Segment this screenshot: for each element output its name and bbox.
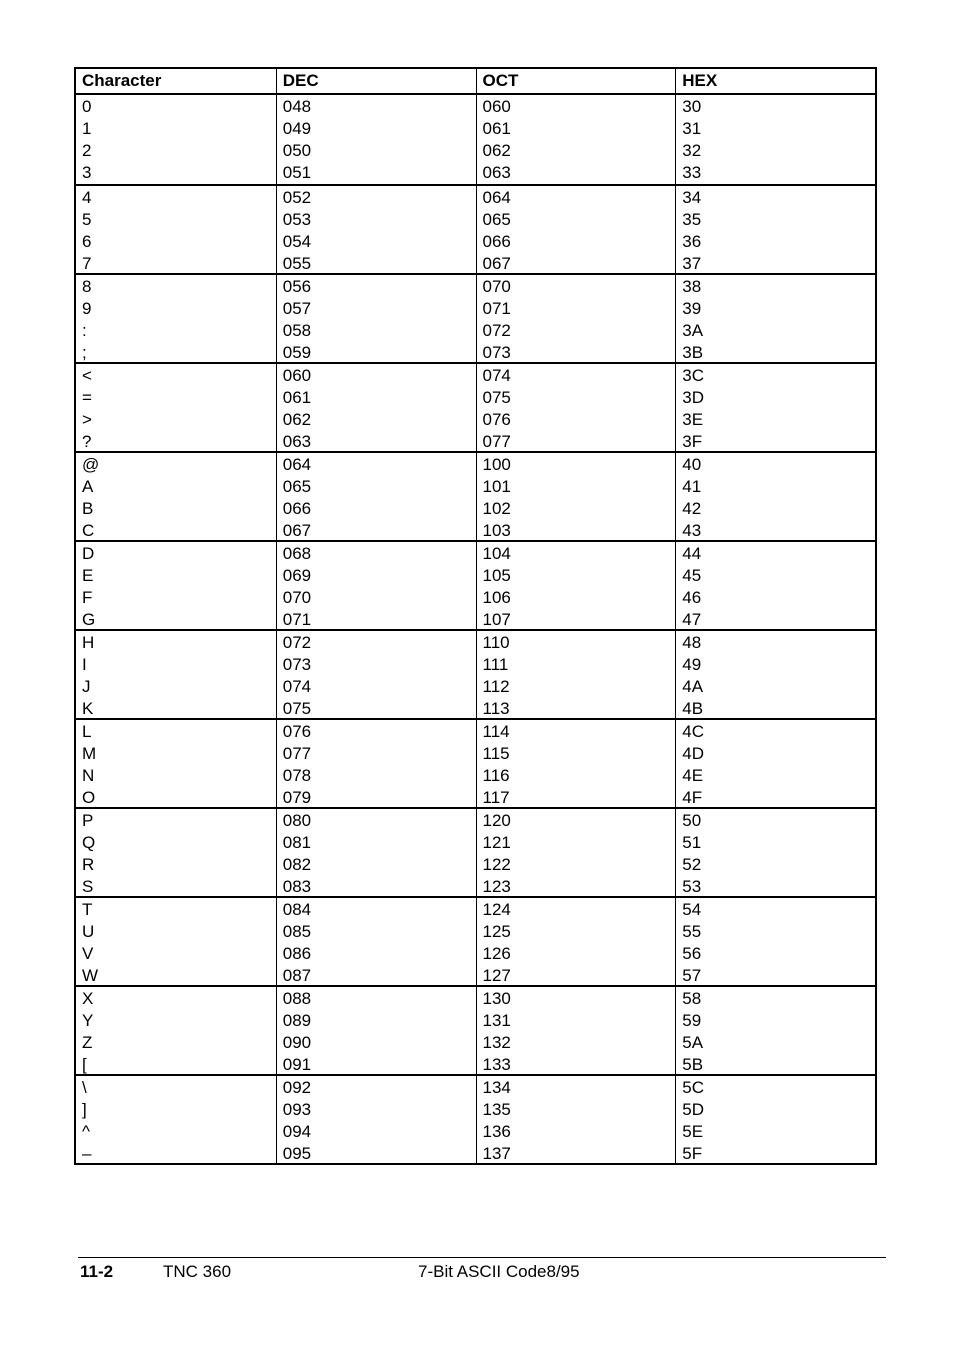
hex-cell: 41 (682, 477, 702, 496)
oct-cell: 070 (482, 277, 511, 296)
dec-cell: 048 (282, 97, 312, 116)
character-cell: 3 (82, 163, 92, 182)
column-oct (476, 631, 676, 718)
hex-cell: 5B (682, 1055, 704, 1074)
dec-cell: 052 (282, 188, 312, 207)
character-cell: V (82, 944, 94, 963)
dec-cell: 078 (282, 766, 312, 785)
column-hex (675, 275, 875, 362)
oct-cell: 076 (482, 410, 511, 429)
character-cell: L (82, 722, 92, 741)
column-hex (675, 631, 875, 718)
hex-cell: 44 (682, 544, 702, 563)
footer-divider (78, 1257, 886, 1258)
oct-cell: 111 (482, 655, 509, 674)
hex-cell: 30 (682, 97, 702, 116)
oct-cell: 072 (482, 321, 511, 340)
table-header (76, 69, 875, 95)
row-group (76, 1074, 875, 1163)
character-cell: @ (82, 455, 100, 474)
oct-cell: 136 (482, 1122, 511, 1141)
oct-cell: 126 (482, 944, 511, 963)
column-dec (276, 364, 476, 451)
column-character (76, 95, 276, 184)
hex-cell: 40 (682, 455, 702, 474)
dec-cell: 074 (282, 677, 312, 696)
character-cell: 0 (82, 97, 92, 116)
hex-cell: 51 (682, 833, 702, 852)
row-group (76, 540, 875, 629)
row-group (76, 273, 875, 362)
row-group (76, 807, 875, 896)
column-character (76, 631, 276, 718)
column-hex (675, 95, 875, 184)
dec-cell: 081 (282, 833, 312, 852)
column-dec (276, 95, 476, 184)
row-group (76, 718, 875, 807)
row-group (76, 95, 875, 184)
column-oct (476, 95, 676, 184)
dec-cell: 088 (282, 989, 312, 1008)
oct-cell: 112 (482, 677, 510, 696)
character-cell: S (82, 877, 94, 896)
dec-cell: 066 (282, 499, 312, 518)
hex-cell: 47 (682, 610, 702, 629)
character-cell: N (82, 766, 95, 785)
oct-cell: 063 (482, 163, 511, 182)
column-dec (276, 631, 476, 718)
hex-cell: 36 (682, 232, 702, 251)
character-cell: 1 (82, 119, 92, 138)
hex-cell: 39 (682, 299, 702, 318)
dec-cell: 068 (282, 544, 312, 563)
hex-cell: 4B (682, 699, 704, 718)
dec-cell: 072 (282, 633, 312, 652)
character-cell: O (82, 788, 96, 807)
row-group (76, 629, 875, 718)
dec-cell: 073 (282, 655, 312, 674)
oct-cell: 131 (482, 1011, 511, 1030)
dec-cell: 080 (282, 811, 312, 830)
dec-cell: 091 (282, 1055, 312, 1074)
character-cell: P (82, 811, 94, 830)
hex-cell: 37 (682, 254, 702, 273)
dec-cell: 070 (282, 588, 312, 607)
hex-cell: 4C (682, 722, 704, 741)
dec-cell: 053 (282, 210, 312, 229)
dec-cell: 055 (282, 254, 312, 273)
character-cell: : (82, 321, 87, 340)
header-oct: OCT (476, 69, 676, 93)
column-oct (476, 364, 676, 451)
oct-cell: 074 (482, 366, 511, 385)
oct-cell: 110 (482, 633, 510, 652)
column-hex (675, 453, 875, 540)
column-hex (675, 987, 875, 1074)
dec-cell: 089 (282, 1011, 312, 1030)
header-dec: DEC (276, 69, 476, 93)
dec-cell: 063 (282, 432, 312, 451)
hex-cell: 4F (682, 788, 703, 807)
oct-cell: 101 (482, 477, 511, 496)
header-hex: HEX (675, 69, 875, 93)
hex-cell: 46 (682, 588, 702, 607)
hex-cell: 58 (682, 989, 702, 1008)
character-cell: > (82, 410, 92, 429)
dec-cell: 060 (282, 366, 312, 385)
hex-cell: 3A (682, 321, 704, 340)
row-group (76, 451, 875, 540)
oct-cell: 122 (482, 855, 511, 874)
dec-cell: 058 (282, 321, 312, 340)
section-title: 7-Bit ASCII Code8/95 (418, 1262, 580, 1281)
hex-cell: 5E (682, 1122, 704, 1141)
character-cell: A (82, 477, 94, 496)
column-oct (476, 1076, 676, 1163)
oct-cell: 071 (482, 299, 511, 318)
oct-cell: 113 (482, 699, 510, 718)
dec-cell: 071 (282, 610, 312, 629)
oct-cell: 065 (482, 210, 511, 229)
column-character (76, 1076, 276, 1163)
character-cell: K (82, 699, 94, 718)
dec-cell: 090 (282, 1033, 312, 1052)
hex-cell: 34 (682, 188, 702, 207)
hex-cell: 4E (682, 766, 704, 785)
character-cell: G (82, 610, 96, 629)
column-oct (476, 453, 676, 540)
column-hex (675, 542, 875, 629)
dec-cell: 067 (282, 521, 312, 540)
oct-cell: 124 (482, 900, 511, 919)
oct-cell: 114 (482, 722, 510, 741)
character-cell: 9 (82, 299, 92, 318)
dec-cell: 062 (282, 410, 312, 429)
dec-cell: 069 (282, 566, 312, 585)
dec-cell: 076 (282, 722, 312, 741)
dec-cell: 083 (282, 877, 312, 896)
oct-cell: 062 (482, 141, 511, 160)
hex-cell: 31 (682, 119, 702, 138)
column-dec (276, 542, 476, 629)
dec-cell: 059 (282, 343, 312, 362)
character-cell: 7 (82, 254, 92, 273)
row-group (76, 184, 875, 273)
hex-cell: 54 (682, 900, 702, 919)
hex-cell: 5D (682, 1100, 704, 1119)
dec-cell: 065 (282, 477, 312, 496)
column-oct (476, 275, 676, 362)
character-cell: U (82, 922, 95, 941)
column-dec (276, 453, 476, 540)
character-cell: D (82, 544, 95, 563)
oct-cell: 121 (482, 833, 511, 852)
hex-cell: 57 (682, 966, 702, 985)
hex-cell: 5F (682, 1144, 703, 1163)
oct-cell: 073 (482, 343, 511, 362)
oct-cell: 134 (482, 1078, 511, 1097)
character-cell: ] (82, 1100, 87, 1119)
oct-cell: 125 (482, 922, 511, 941)
table-body (76, 95, 875, 1163)
hex-cell: 5A (682, 1033, 704, 1052)
character-cell: – (82, 1144, 92, 1163)
oct-cell: 103 (482, 521, 511, 540)
hex-cell: 4A (682, 677, 704, 696)
column-hex (675, 364, 875, 451)
oct-cell: 104 (482, 544, 511, 563)
dec-cell: 087 (282, 966, 312, 985)
column-character (76, 364, 276, 451)
column-dec (276, 809, 476, 896)
dec-cell: 077 (282, 744, 312, 763)
oct-cell: 067 (482, 254, 511, 273)
dec-cell: 056 (282, 277, 312, 296)
character-cell: F (82, 588, 93, 607)
character-cell: I (82, 655, 87, 674)
hex-cell: 55 (682, 922, 702, 941)
hex-cell: 49 (682, 655, 702, 674)
hex-cell: 3F (682, 432, 703, 451)
hex-cell: 48 (682, 633, 702, 652)
oct-cell: 077 (482, 432, 511, 451)
column-character (76, 809, 276, 896)
oct-cell: 116 (482, 766, 510, 785)
column-character (76, 542, 276, 629)
dec-cell: 057 (282, 299, 312, 318)
hex-cell: 50 (682, 811, 702, 830)
oct-cell: 130 (482, 989, 511, 1008)
column-hex (675, 809, 875, 896)
character-cell: 5 (82, 210, 92, 229)
dec-cell: 050 (282, 141, 312, 160)
character-cell: Q (82, 833, 96, 852)
hex-cell: 4D (682, 744, 704, 763)
hex-cell: 59 (682, 1011, 702, 1030)
character-cell: 6 (82, 232, 92, 251)
oct-cell: 105 (482, 566, 511, 585)
dec-cell: 051 (282, 163, 312, 182)
oct-cell: 123 (482, 877, 511, 896)
character-cell: E (82, 566, 94, 585)
ascii-table (74, 67, 877, 1165)
column-oct (476, 987, 676, 1074)
column-dec (276, 275, 476, 362)
dec-cell: 061 (282, 388, 312, 407)
hex-cell: 5C (682, 1078, 704, 1097)
oct-cell: 100 (482, 455, 511, 474)
hex-cell: 38 (682, 277, 702, 296)
hex-cell: 56 (682, 944, 702, 963)
dec-cell: 082 (282, 855, 312, 874)
character-cell: = (82, 388, 92, 407)
row-group (76, 896, 875, 985)
character-cell: 8 (82, 277, 92, 296)
hex-cell: 3C (682, 366, 704, 385)
character-cell: W (82, 966, 99, 985)
dec-cell: 054 (282, 232, 312, 251)
oct-cell: 064 (482, 188, 511, 207)
column-oct (476, 542, 676, 629)
oct-cell: 120 (482, 811, 511, 830)
hex-cell: 52 (682, 855, 702, 874)
character-cell: 4 (82, 188, 92, 207)
column-oct (476, 898, 676, 985)
dec-cell: 092 (282, 1078, 312, 1097)
hex-cell: 35 (682, 210, 702, 229)
column-dec (276, 1076, 476, 1163)
column-dec (276, 987, 476, 1074)
dec-cell: 079 (282, 788, 312, 807)
dec-cell: 049 (282, 119, 312, 138)
hex-cell: 32 (682, 141, 702, 160)
dec-cell: 085 (282, 922, 312, 941)
character-cell: ^ (82, 1122, 90, 1141)
model-name: TNC 360 (163, 1262, 232, 1281)
oct-cell: 066 (482, 232, 511, 251)
character-cell: X (82, 989, 94, 1008)
oct-cell: 060 (482, 97, 511, 116)
column-character (76, 453, 276, 540)
column-oct (476, 720, 676, 807)
column-character (76, 898, 276, 985)
hex-cell: 3D (682, 388, 704, 407)
column-character (76, 275, 276, 362)
hex-cell: 42 (682, 499, 702, 518)
oct-cell: 135 (482, 1100, 511, 1119)
oct-cell: 075 (482, 388, 511, 407)
character-cell: J (82, 677, 91, 696)
row-group (76, 362, 875, 451)
column-character (76, 186, 276, 273)
character-cell: Y (82, 1011, 94, 1030)
character-cell: T (82, 900, 93, 919)
oct-cell: 132 (482, 1033, 511, 1052)
hex-cell: 45 (682, 566, 702, 585)
character-cell: H (82, 633, 95, 652)
column-dec (276, 898, 476, 985)
character-cell: Z (82, 1033, 93, 1052)
character-cell: C (82, 521, 95, 540)
oct-cell: 117 (482, 788, 510, 807)
header-character: Character (82, 71, 162, 90)
character-cell: < (82, 366, 92, 385)
character-cell: \ (82, 1078, 87, 1097)
row-group (76, 985, 875, 1074)
oct-cell: 137 (482, 1144, 511, 1163)
hex-cell: 53 (682, 877, 702, 896)
character-cell: ? (82, 432, 92, 451)
column-hex (675, 898, 875, 985)
oct-cell: 133 (482, 1055, 511, 1074)
column-oct (476, 809, 676, 896)
column-hex (675, 720, 875, 807)
column-character (76, 987, 276, 1074)
character-cell: [ (82, 1055, 87, 1074)
dec-cell: 093 (282, 1100, 312, 1119)
oct-cell: 106 (482, 588, 511, 607)
hex-cell: 3B (682, 343, 704, 362)
column-dec (276, 186, 476, 273)
character-cell: ; (82, 343, 87, 362)
column-dec (276, 720, 476, 807)
dec-cell: 095 (282, 1144, 312, 1163)
dec-cell: 084 (282, 900, 312, 919)
hex-cell: 3E (682, 410, 704, 429)
oct-cell: 127 (482, 966, 511, 985)
character-cell: M (82, 744, 97, 763)
oct-cell: 107 (482, 610, 511, 629)
character-cell: B (82, 499, 94, 518)
dec-cell: 075 (282, 699, 312, 718)
column-hex (675, 186, 875, 273)
column-character (76, 720, 276, 807)
page-number: 11-2 (80, 1262, 114, 1281)
column-oct (476, 186, 676, 273)
character-cell: R (82, 855, 95, 874)
oct-cell: 115 (482, 744, 510, 763)
hex-cell: 43 (682, 521, 702, 540)
dec-cell: 064 (282, 455, 312, 474)
oct-cell: 061 (482, 119, 511, 138)
dec-cell: 086 (282, 944, 312, 963)
hex-cell: 33 (682, 163, 702, 182)
oct-cell: 102 (482, 499, 511, 518)
column-hex (675, 1076, 875, 1163)
character-cell: 2 (82, 141, 92, 160)
dec-cell: 094 (282, 1122, 312, 1141)
